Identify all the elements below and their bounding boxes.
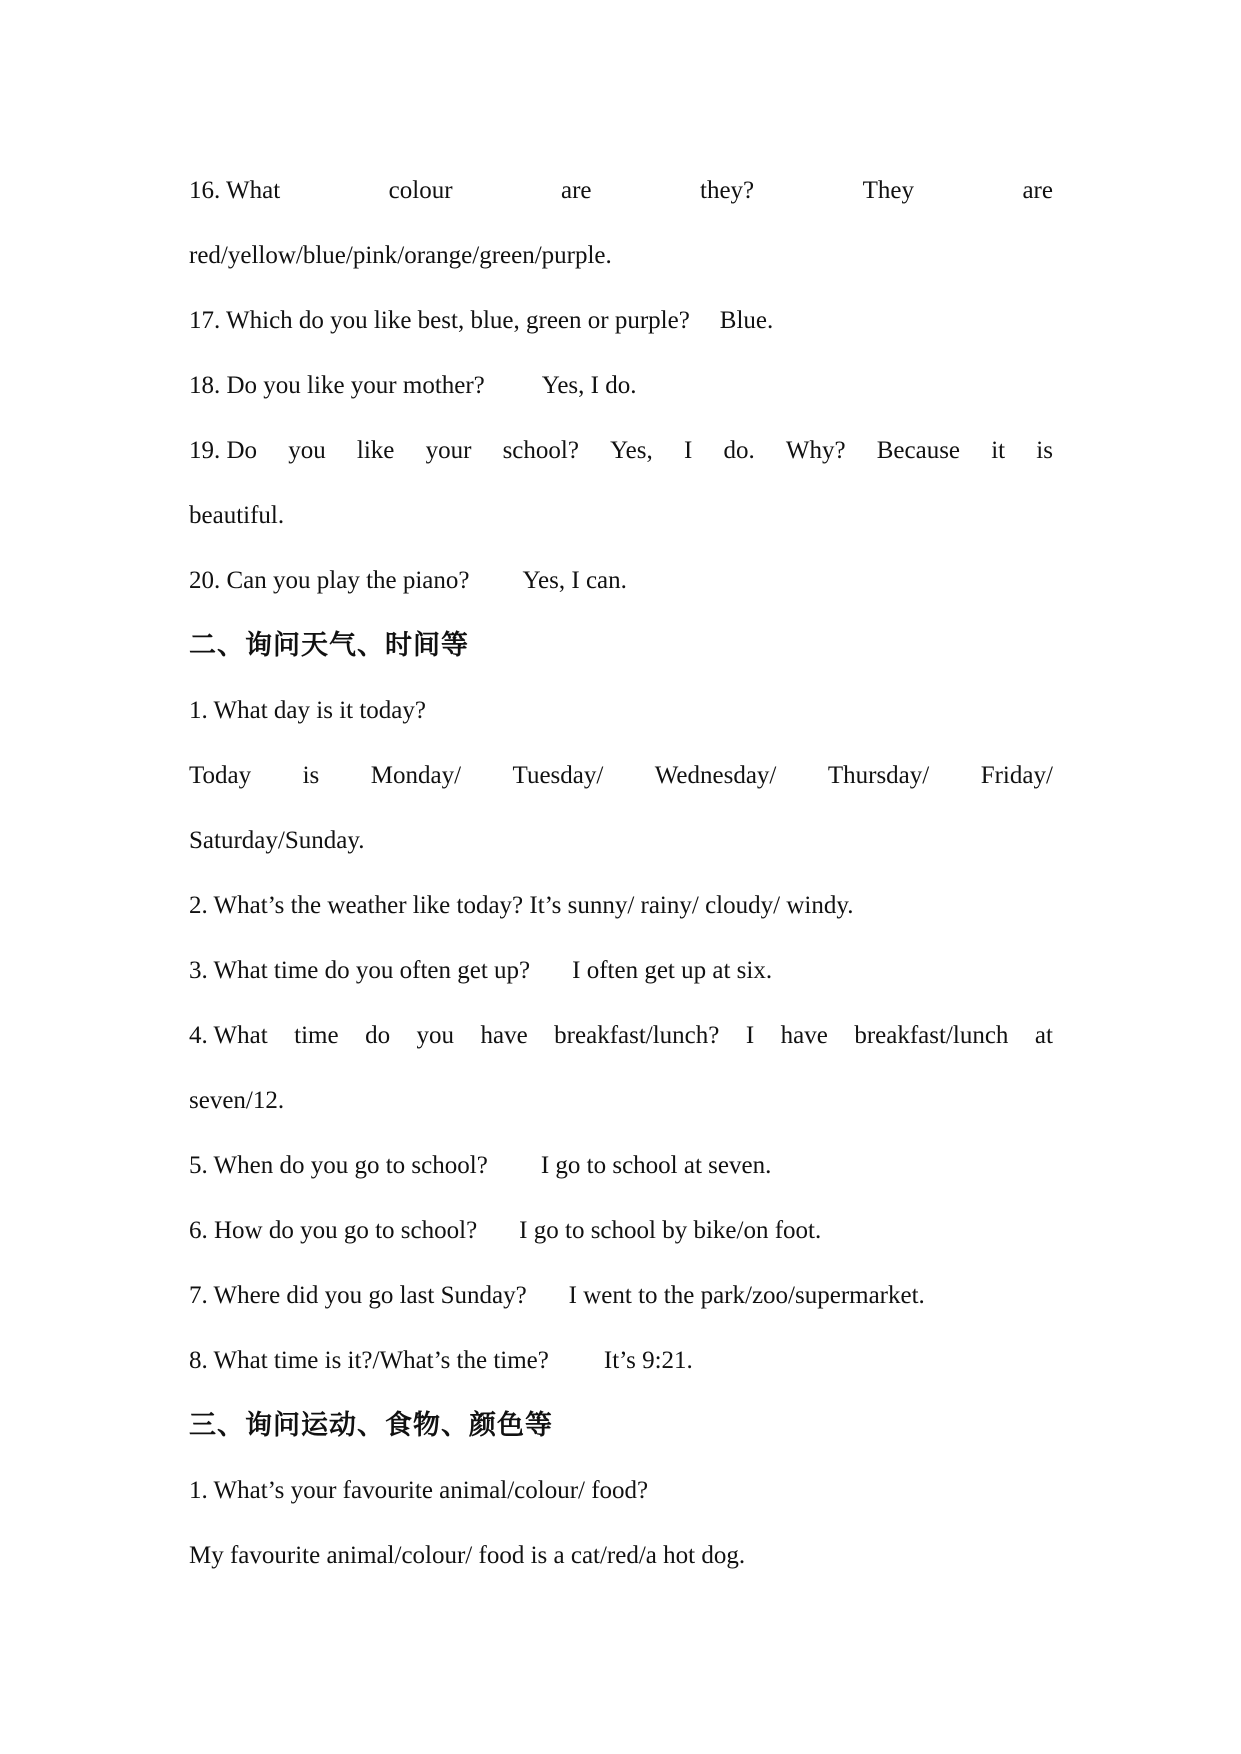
word: I xyxy=(683,437,693,464)
s2-q4-line xyxy=(189,1003,1053,1068)
word: breakfast/lunch? xyxy=(554,1022,720,1049)
word: 16. What xyxy=(189,177,281,204)
word: Monday/ xyxy=(370,762,462,789)
word: is xyxy=(302,762,320,789)
word: Yes, xyxy=(610,437,653,464)
word: have xyxy=(780,1022,828,1049)
answer: I went to the park/zoo/supermarket. xyxy=(568,1282,925,1309)
s3-q1: 1. What’s your favourite animal/colour/ food? xyxy=(189,1477,649,1504)
question: 6. How do you go to school? xyxy=(189,1217,478,1244)
word: you xyxy=(288,437,326,464)
answer: I go to school at seven. xyxy=(540,1152,772,1179)
word: have xyxy=(480,1022,528,1049)
answer: I go to school by bike/on foot. xyxy=(519,1217,822,1244)
word: like xyxy=(356,437,395,464)
word: Friday/ xyxy=(980,762,1053,789)
s2-q5-line xyxy=(189,1133,1053,1198)
answer: Yes, I can. xyxy=(522,567,627,594)
s3-a1: My favourite animal/colour/ food is a cat/red/a hot dog. xyxy=(189,1542,746,1569)
word: do. xyxy=(723,437,755,464)
word: are xyxy=(1022,177,1053,204)
word: school? xyxy=(502,437,579,464)
s2-q6-line xyxy=(189,1198,1053,1263)
question: 17. Which do you like best, blue, green or purple? xyxy=(189,307,690,334)
document-content xyxy=(189,158,1053,1588)
word: breakfast/lunch xyxy=(854,1022,1009,1049)
word: Wednesday/ xyxy=(654,762,777,789)
q16-continuation: red/yellow/blue/pink/orange/green/purple. xyxy=(189,242,612,269)
word: they? xyxy=(700,177,755,204)
q20-line xyxy=(189,548,1053,613)
q16-line xyxy=(189,158,1053,223)
word: at xyxy=(1034,1022,1053,1049)
q19-continuation: beautiful. xyxy=(189,502,285,529)
answer: I often get up at six. xyxy=(572,957,773,984)
s2-a1-continuation: Saturday/Sunday. xyxy=(189,827,365,854)
word: do xyxy=(365,1022,391,1049)
question: 20. Can you play the piano? xyxy=(189,567,470,594)
section-heading-sports-food-color: 三、询问运动、食物、颜色等 xyxy=(189,1410,553,1441)
s2-q1: 1. What day is it today? xyxy=(189,697,426,724)
question: 5. When do you go to school? xyxy=(189,1152,488,1179)
question: 3. What time do you often get up? xyxy=(189,957,531,984)
word: 4. What xyxy=(189,1022,268,1049)
word: I xyxy=(745,1022,755,1049)
question: 8. What time is it?/What’s the time? xyxy=(189,1347,549,1374)
s2-a1-line xyxy=(189,743,1053,808)
q17-line xyxy=(189,288,1053,353)
q19-line xyxy=(189,418,1053,483)
s2-q7-line xyxy=(189,1263,1053,1328)
word: it xyxy=(991,437,1006,464)
word: Why? xyxy=(785,437,846,464)
s2-q3-line xyxy=(189,938,1053,1003)
word: Tuesday/ xyxy=(512,762,604,789)
word: your xyxy=(425,437,472,464)
answer: Yes, I do. xyxy=(541,372,637,399)
question: 7. Where did you go last Sunday? xyxy=(189,1282,527,1309)
word: 19. Do xyxy=(189,437,258,464)
q18-line xyxy=(189,353,1053,418)
s2-q2: 2. What’s the weather like today? It’s sunny/ rainy/ cloudy/ windy. xyxy=(189,892,854,919)
answer: It’s 9:21. xyxy=(603,1347,693,1374)
word: you xyxy=(416,1022,455,1049)
s2-q8-line xyxy=(189,1328,1053,1393)
word: Thursday/ xyxy=(827,762,930,789)
word: are xyxy=(561,177,592,204)
word: Today xyxy=(189,762,252,789)
s2-q4-continuation: seven/12. xyxy=(189,1087,285,1114)
question: 18. Do you like your mother? xyxy=(189,372,485,399)
answer: Blue. xyxy=(719,307,774,334)
section-heading-weather-time: 二、询问天气、时间等 xyxy=(189,630,469,661)
word: They xyxy=(862,177,914,204)
word: is xyxy=(1036,437,1053,464)
word: colour xyxy=(388,177,453,204)
word: time xyxy=(294,1022,339,1049)
word: Because xyxy=(876,437,961,464)
